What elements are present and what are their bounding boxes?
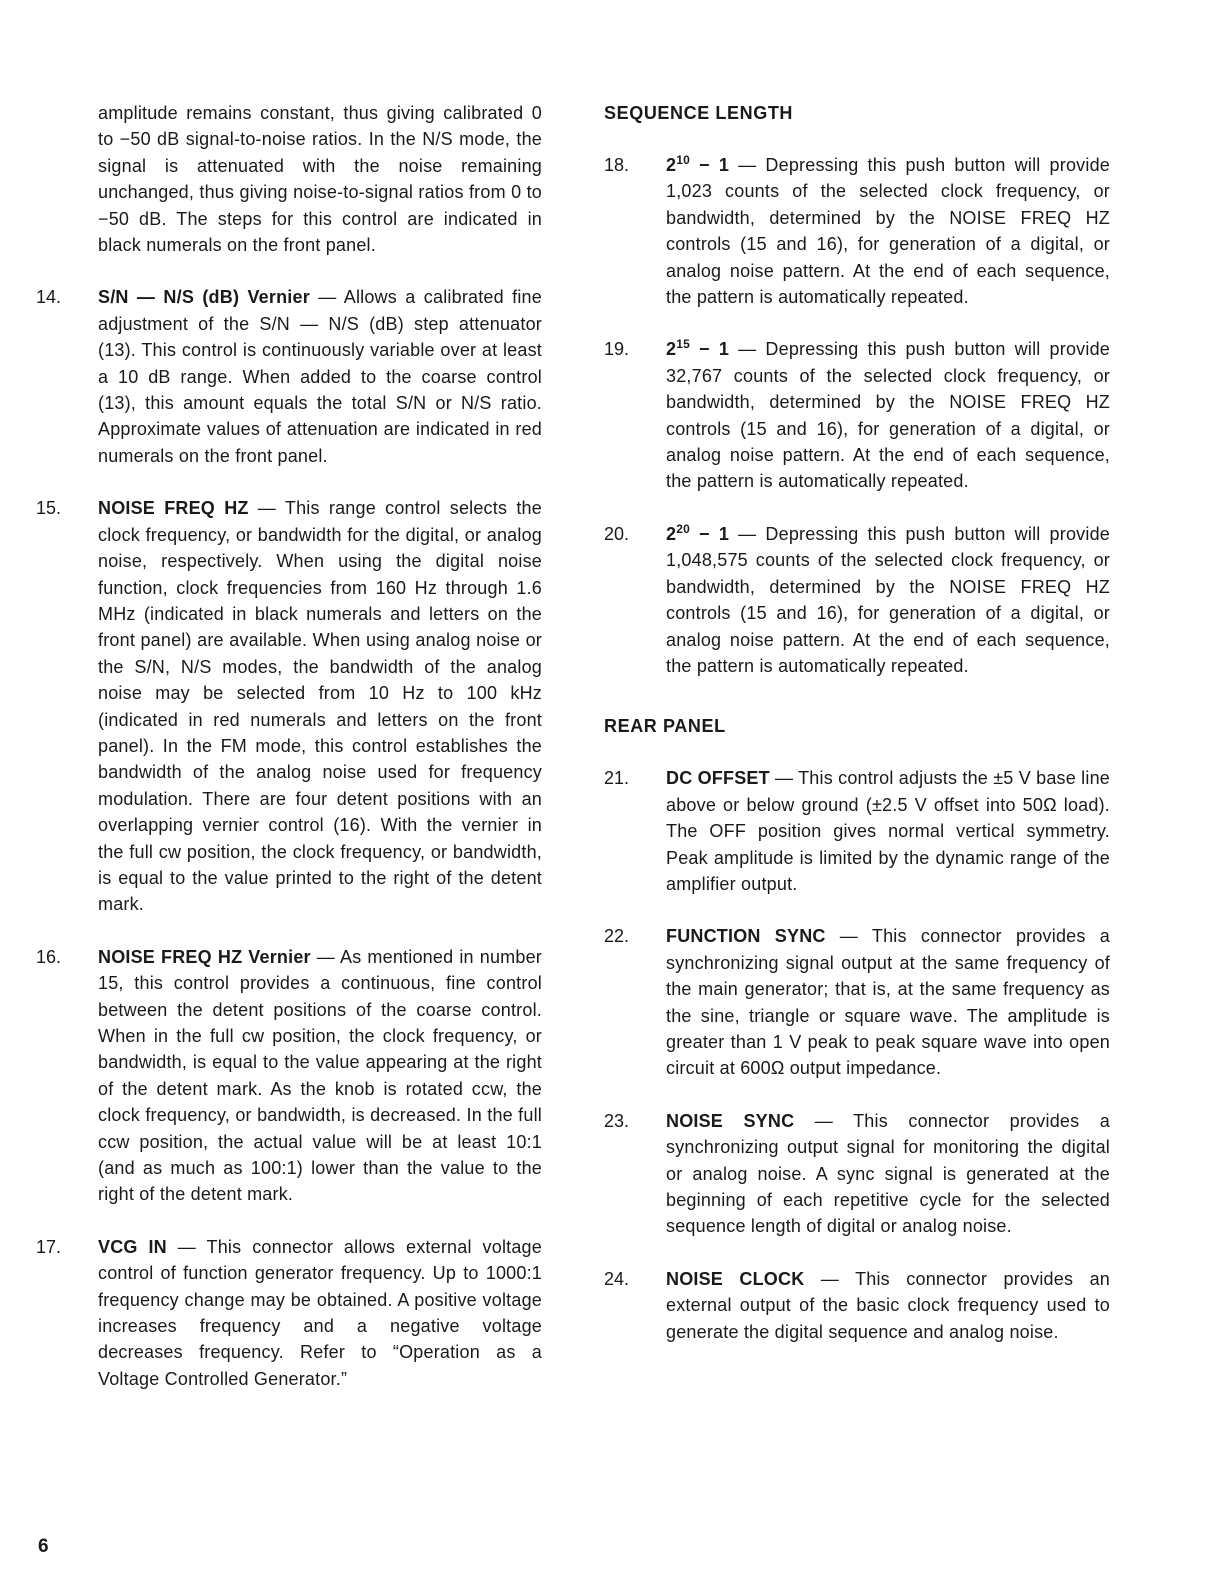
item-body (666, 1266, 1110, 1345)
item-24 (604, 1266, 1110, 1345)
item-number: 23. (604, 1110, 630, 1131)
power-suffix: − 1 (689, 155, 730, 175)
item-text: — As mentioned in number 15, this control provides a continuous, fine control between the detent positions of the coarse control. When in the full cw position, the clock frequency, or bandwidth, is equal to the value appearing at the right of the detent mark. As the knob is rotated ccw, the clock frequency, or bandwidth, is decreased. In the full ccw position, the actual value will be at least 10:1 (and as much as 100:1) lower than the value to the right of the detent mark. (98, 946, 542, 1205)
item-body (98, 1234, 542, 1392)
power-base: 2 (666, 155, 677, 175)
item-text: — Allows a calibrated fine adjustment of the S/N — N/S (dB) step attenuator (13). This control is continuously variable over at least a 10 dB range. When added to the coarse control (13), this amount equals the total S/N or N/S ratio. Approximate values of attenuation are indicated in red numerals on the front panel. (98, 287, 542, 466)
page-number: 6 (38, 1536, 49, 1557)
item-body (666, 923, 1110, 1081)
item-14 (36, 284, 542, 469)
item-text: — Depressing this push button will provide 1,048,575 counts of the selected clock frequency, or bandwidth, determined by the NOISE FREQ HZ controls (15 and 16), for generation of a digital, or analog noise pattern. At the end of each sequence, the pattern is automatically repeated. (666, 523, 1110, 676)
item-text: — Depressing this push button will provide 1,023 counts of the selected clock frequency, or bandwidth, determined by the NOISE FREQ HZ controls (15 and 16), for generation of a digital, or analog noise pattern. At the end of each sequence, the pattern is automatically repeated. (666, 155, 1110, 308)
item-body (666, 765, 1110, 897)
item-body (666, 521, 1110, 679)
power-exponent: 15 (676, 337, 690, 352)
item-text: — This range control selects the clock frequency, or bandwidth for the digital, or analog noise, respectively. When using the digital noise function, clock frequencies from 160 Hz through 1.6 MHz (indicated in black numerals and letters on the front panel) are available. When using analog noise or the S/N, N/S modes, the bandwidth of the analog noise may be selected from 10 Hz to 100 kHz (indicated in red numerals and letters on the front panel). In the FM mode, this control establishes the bandwidth of the analog noise used for frequency modulation. There are four detent positions with an overlapping vernier control (16). With the vernier in the full cw position, the clock frequency, or bandwidth, is equal to the value printed to the right of the detent mark. (98, 498, 542, 915)
item-text: — This connector provides a synchronizing output signal for monitoring the digital or analog noise. A sync signal is generated at the beginning of each repetitive cycle for the selected sequence length of digital or analog noise. (666, 1110, 1110, 1237)
item-number: 17. (36, 1236, 62, 1257)
item-title: NOISE FREQ HZ Vernier (98, 946, 311, 967)
sequence-length-heading: SEQUENCE LENGTH (604, 103, 794, 123)
item-title: NOISE SYNC (666, 1110, 795, 1131)
item-title: NOISE CLOCK (666, 1268, 805, 1289)
item-title: NOISE FREQ HZ (98, 498, 249, 519)
item-19 (604, 336, 1110, 494)
item-number: 15. (36, 498, 62, 519)
item-title: VCG IN (98, 1236, 167, 1257)
item-body (666, 1108, 1110, 1240)
item-number: 22. (604, 926, 630, 947)
power-exponent: 10 (676, 153, 690, 167)
item-15 (36, 495, 542, 918)
item-number: 19. (604, 339, 630, 360)
item-body (666, 152, 1110, 310)
item-16 (36, 944, 542, 1208)
rear-panel-heading: REAR PANEL (604, 716, 726, 737)
item-number: 20. (604, 523, 630, 544)
power-base: 2 (666, 523, 677, 544)
item-number: 16. (36, 946, 62, 967)
item-body (98, 284, 542, 469)
item-title (666, 339, 729, 359)
item-22 (604, 923, 1110, 1081)
item-body (98, 944, 542, 1208)
power-exponent: 20 (676, 521, 690, 536)
item-title: DC OFFSET (666, 768, 770, 789)
power-suffix: − 1 (689, 523, 730, 544)
item-number: 14. (36, 287, 62, 308)
item-text: — This connector allows external voltage control of function generator frequency. Up to 1000:1 frequency change may be obtained. A positive voltage increases frequency and a negative voltage decreases frequency. Refer to “Operation as a Voltage Controlled Generator.” (98, 1236, 542, 1389)
item-title: FUNCTION SYNC (666, 926, 826, 947)
item-number: 24. (604, 1268, 630, 1289)
left-column (36, 100, 542, 1392)
item-text: — This control adjusts the ±5 V base line above or below ground (±2.5 V offset into 50Ω load). The OFF position gives normal vertical symmetry. Peak amplitude is limited by the dynamic range of the amplifier output. (666, 768, 1110, 894)
item-title (666, 155, 729, 175)
intro-paragraph: amplitude remains constant, thus giving calibrated 0 to −50 dB signal-to-noise ratios. In the N/S mode, the signal is attenuated with the noise remaining unchanged, thus giving noise-to-signal ratios from 0 to −50 dB. The steps for this control are indicated in black numerals on the front panel. (98, 103, 542, 256)
item-23 (604, 1108, 1110, 1240)
power-suffix: − 1 (689, 339, 730, 360)
item-17 (36, 1234, 542, 1392)
item-title (666, 521, 730, 544)
item-number: 21. (604, 768, 630, 789)
item-body (666, 336, 1110, 494)
right-column (604, 100, 1110, 1345)
item-body (98, 495, 542, 918)
item-20 (604, 521, 1110, 679)
item-21 (604, 765, 1110, 897)
item-18 (604, 152, 1110, 310)
item-title: S/N — N/S (dB) Vernier (98, 287, 310, 308)
item-text: — This connector provides an external output of the basic clock frequency used to generate the digital sequence and analog noise. (666, 1268, 1110, 1342)
item-number: 18. (604, 155, 630, 175)
power-base: 2 (666, 339, 677, 360)
item-text: — Depressing this push button will provide 32,767 counts of the selected clock frequency, or bandwidth, determined by the NOISE FREQ HZ controls (15 and 16), for generation of a digital, or analog noise pattern. At the end of each sequence, the pattern is automatically repeated. (666, 339, 1110, 492)
item-text: — This connector provides a synchronizing signal output at the same frequency of the main generator; that is, at the same frequency as the sine, triangle or square wave. The amplitude is greater than 1 V peak to peak square wave into open circuit at 600Ω output impedance. (666, 926, 1110, 1079)
